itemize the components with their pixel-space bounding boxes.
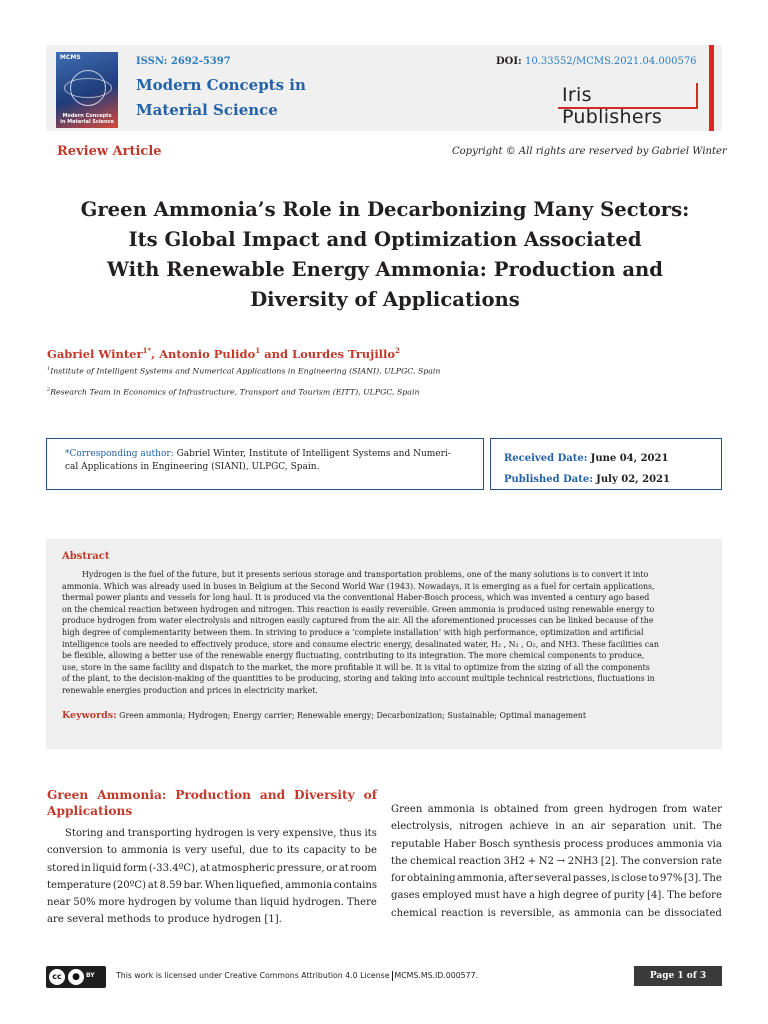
- body-word: can: [625, 907, 644, 919]
- body-word: ammonia: [427, 804, 475, 815]
- body-word: Haber: [443, 838, 476, 850]
- body-word: high: [537, 890, 561, 902]
- header-accent-bar: [709, 45, 714, 131]
- body-word: green: [573, 804, 604, 815]
- body-word: an: [571, 821, 585, 833]
- body-word: gases: [391, 890, 420, 902]
- body-word: in: [81, 862, 91, 874]
- corresponding-author-label: *Corresponding author:: [65, 449, 174, 459]
- body-word: reaction: [441, 907, 484, 919]
- body-word: 50%: [73, 897, 96, 909]
- section-heading-word: and: [259, 788, 286, 802]
- body-word: [2].: [600, 855, 619, 867]
- manuscript-id: MCMS.MS.ID.000577.: [394, 971, 479, 980]
- keywords: [62, 710, 586, 721]
- body-word: liquid: [260, 897, 290, 909]
- body-text-line: [47, 825, 377, 842]
- journal-cover-image: [56, 52, 118, 128]
- abstract-heading: Abstract: [62, 551, 110, 562]
- body-word: obtained: [493, 804, 539, 815]
- abstract-line: be flexible, allowing a better use of the renewable energy fluctuating, contributing to its integration. The more chemical components to produce,: [62, 651, 645, 661]
- keywords-list: Green ammonia; Hydrogen; Energy carrier; Renewable energy; Decarbonization; Sustainable; Optimal management: [119, 711, 586, 720]
- body-word: degree: [563, 890, 599, 902]
- body-word: →: [556, 855, 566, 867]
- body-word: as: [558, 907, 571, 919]
- body-word: in: [555, 821, 565, 833]
- body-text-line: [47, 842, 377, 859]
- abstract-line: produce hydrogen from water electrolysis and nitrogen easily captured from the air. All the aforementioned processes can be linked because of the: [62, 616, 654, 626]
- body-text-line: [391, 887, 722, 904]
- body-text-line: [391, 836, 722, 853]
- body-text-line: [391, 905, 722, 922]
- journal-name-line1: Modern Concepts in: [136, 76, 306, 94]
- body-word: 8.59: [159, 879, 182, 891]
- section-heading-word: Ammonia:: [97, 788, 167, 802]
- body-word: employed: [422, 890, 472, 902]
- body-word: volume: [194, 897, 232, 909]
- section-heading-word: Diversity: [294, 788, 355, 802]
- author-affiliation-mark: 1*: [142, 346, 152, 355]
- body-word: hydrogen: [608, 804, 658, 815]
- body-text-line: [391, 853, 722, 870]
- body-text-line: [391, 870, 722, 887]
- body-word: reversible,: [500, 907, 555, 919]
- body-word: hydrogen.: [292, 897, 344, 909]
- body-word: synthesis: [513, 838, 561, 850]
- creative-commons-badge[interactable]: [46, 966, 106, 988]
- body-word: at: [338, 862, 349, 874]
- attribution-person-icon: ●: [68, 969, 84, 985]
- doi-link[interactable]: 10.33552/MCMS.2021.04.000576: [524, 56, 697, 67]
- body-text-line: [391, 818, 722, 835]
- title-line: Green Ammonia’s Role in Decarbonizing Many Sectors:: [80, 198, 690, 221]
- author-affiliation-mark: 2: [395, 346, 400, 355]
- body-word: chemical: [391, 907, 437, 919]
- body-column-left: [47, 825, 377, 929]
- body-word: its: [286, 845, 300, 857]
- body-word: to: [106, 845, 117, 857]
- body-word: Green: [391, 804, 423, 815]
- body-word: process: [563, 838, 604, 850]
- body-word: liquid: [92, 862, 122, 874]
- body-column-right: [391, 801, 722, 922]
- abstract-body: [62, 569, 707, 697]
- author-name: Antonio Pulido: [159, 346, 256, 361]
- license-text: This work is licensed under Creative Commons Attribution 4.0 License: [116, 971, 390, 980]
- body-word: via: [706, 838, 722, 850]
- body-word: is: [172, 845, 181, 857]
- publisher-name: Iris Publishers: [562, 84, 663, 128]
- publisher-logo: [558, 81, 698, 128]
- body-word: a: [529, 890, 536, 902]
- body-word: separation: [611, 821, 666, 833]
- abstract-line: ammonia. Which was already used in buses in Belgium at the Second World War (1943). Nowadays, it is emerging as a fuel for certain applications,: [62, 581, 655, 591]
- corresponding-author-text: Gabriel Winter, Institute of Intelligent Systems and Numeri-: [176, 449, 451, 459]
- issn: ISSN: 2692-5397: [136, 56, 231, 67]
- body-word: to: [350, 845, 361, 857]
- body-word: N2: [538, 855, 555, 867]
- body-word: chemical: [410, 855, 456, 867]
- body-word: close: [621, 873, 648, 885]
- body-word: achieve: [509, 821, 549, 833]
- body-word: to: [272, 845, 283, 857]
- body-word: bar.: [183, 879, 204, 891]
- doi-label: DOI:: [496, 56, 522, 67]
- body-word: than: [234, 897, 258, 909]
- received-date: June 04, 2021: [590, 453, 669, 464]
- keywords-label: Keywords:: [62, 710, 117, 721]
- cover-title: Modern Concepts in Material Science: [60, 113, 114, 125]
- body-word: The: [702, 873, 722, 885]
- author-list: Gabriel Winter$^{1*}$, Antonio Pulido$^1$ and Lourdes Trujillo$^2$: [47, 346, 400, 361]
- body-word: reputable: [391, 838, 441, 850]
- body-word: Storing: [65, 828, 104, 839]
- abstract-line: of the plant, to the decision-making of the quantities to be producing, storing and taking into account multiple technical restrictions, fluctuations in: [62, 674, 655, 684]
- section-heading-word: Green: [47, 788, 89, 802]
- body-word: of: [601, 890, 612, 902]
- body-word: 3H2: [503, 855, 526, 867]
- body-text-line: [47, 860, 377, 877]
- affiliation-text: Research Team in Economics of Infrastructure, Transport and Tourism (EITT), ULPGC, Spain: [50, 387, 420, 397]
- body-word: for: [391, 873, 406, 885]
- body-word: due: [249, 845, 269, 857]
- body-word: ammonia: [285, 879, 333, 891]
- body-word: at: [199, 862, 210, 874]
- body-word: room: [350, 862, 377, 874]
- abstract-line: on the chemical reaction between hydrogen and nitrogen. This reaction is easily reversible. Green ammonia is produced using renewable energy to: [62, 604, 655, 614]
- body-word: very: [257, 828, 280, 839]
- body-word: expensive,: [282, 828, 337, 839]
- section-heading-word: of: [363, 788, 377, 802]
- body-word: before: [688, 890, 722, 902]
- dates-box: [490, 438, 722, 490]
- body-word: Bosch: [479, 838, 510, 850]
- author-affiliation-mark: 1: [255, 346, 261, 355]
- body-word: liquefied,: [235, 879, 284, 891]
- article-title: [40, 195, 730, 315]
- abstract-line: intelligence tools are needed to effectively produce, store and consume electric energy, desalinated water, H₂ , N₂ , O₂, and NH3. These facilities can: [62, 639, 659, 649]
- body-word: ammonia,: [456, 873, 508, 885]
- body-word: nitrogen: [459, 821, 503, 833]
- body-word: obtaining: [407, 873, 456, 885]
- body-word: The: [620, 855, 641, 867]
- body-word: or: [326, 862, 338, 874]
- body-word: purity: [613, 890, 645, 902]
- cover-atom-orbit: [64, 78, 112, 98]
- body-word: is: [246, 828, 255, 839]
- author-name: Lourdes Trujillo: [292, 346, 396, 361]
- body-word: ammonia: [656, 838, 704, 850]
- body-word: When: [204, 879, 235, 891]
- cc-icon: cc: [49, 969, 65, 985]
- body-word: near: [47, 897, 71, 909]
- body-word: is: [480, 804, 489, 815]
- corresponding-author-text: cal Applications in Engineering (SIANI), ULPGC, Spain.: [65, 462, 320, 472]
- cc-by-label: BY: [86, 972, 95, 979]
- body-word: +: [527, 855, 537, 867]
- body-word: must: [474, 890, 500, 902]
- body-word: produces: [606, 838, 654, 850]
- body-word: reaction: [458, 855, 501, 867]
- article-type: Review Article: [57, 144, 162, 159]
- affiliation: [47, 387, 419, 397]
- published-date-label: Published Date:: [504, 474, 593, 485]
- body-word: several: [534, 873, 572, 885]
- body-word: (-33.4ºC),: [148, 862, 199, 874]
- affiliation-mark: 1: [47, 366, 51, 372]
- body-word: conversion: [47, 845, 103, 857]
- body-word: from: [544, 804, 569, 815]
- page-number: Page 1 of 3: [634, 966, 722, 986]
- body-word: air: [590, 821, 605, 833]
- body-word: unit.: [672, 821, 697, 833]
- body-word: ammonia: [121, 845, 169, 857]
- body-word: after: [508, 873, 534, 885]
- body-word: very: [184, 845, 207, 857]
- body-word: stored: [47, 862, 80, 874]
- body-word: capacity: [303, 845, 347, 857]
- section-heading-line: Applications: [47, 804, 133, 818]
- body-word: conversion: [642, 855, 699, 867]
- body-word: transporting: [127, 828, 192, 839]
- body-word: 2NH3: [567, 855, 599, 867]
- body-word: at: [147, 879, 158, 891]
- received-date-label: Received Date:: [504, 453, 588, 464]
- license-notice: [116, 971, 478, 981]
- affiliation-text: Institute of Intelligent Systems and Numerical Applications in Engineering (SIANI), ULPGC, Spain: [50, 366, 441, 376]
- body-word: thus: [339, 828, 362, 839]
- body-word: be: [364, 845, 377, 857]
- corresponding-author-box: [46, 438, 484, 490]
- body-word: form: [123, 862, 148, 874]
- title-line: With Renewable Energy Ammonia: Production and: [106, 258, 663, 281]
- body-word: atmospheric: [211, 862, 275, 874]
- body-word: from: [662, 804, 688, 815]
- abstract-line: Hydrogen is the fuel of the future, but it presents serious storage and transportation problems, one of the many solutions is to convert it into: [82, 570, 649, 579]
- abstract-line: renewable energies production and prices in electricity market.: [62, 685, 318, 695]
- body-word: passes,: [572, 873, 610, 885]
- body-word: There: [346, 897, 377, 909]
- abstract-line: thermal power plants and vessels for long haul. It is produced via the conventional Haber-Bosch process, which was invented a century ago based: [62, 593, 650, 603]
- body-word: is: [487, 907, 496, 919]
- body-word: 97%: [660, 873, 683, 885]
- body-word: ammonia: [574, 907, 622, 919]
- title-line: Its Global Impact and Optimization Associated: [128, 228, 642, 251]
- body-word: The: [667, 890, 687, 902]
- abstract-line: high degree of complementarity between them. In striving to produce a ‘complete installation’ with high performance, optimization and artificial: [62, 627, 644, 637]
- body-text-line: [47, 877, 377, 894]
- body-text-line: are several methods to produce hydrogen [1].: [47, 914, 282, 926]
- body-word: its: [364, 828, 377, 839]
- body-word: contains: [333, 879, 377, 891]
- section-heading: [47, 787, 377, 819]
- author-name: Gabriel Winter: [47, 346, 143, 361]
- body-word: dissociated: [664, 907, 722, 919]
- affiliation-mark: 2: [47, 387, 51, 393]
- body-word: temperature: [47, 879, 112, 891]
- section-heading-word: Production: [175, 788, 251, 802]
- affiliation: [47, 366, 440, 376]
- doi: [496, 56, 697, 67]
- body-text-line: [391, 801, 722, 818]
- body-word: have: [502, 890, 527, 902]
- body-word: water: [692, 804, 722, 815]
- body-word: pressure,: [276, 862, 325, 874]
- copyright-notice: Copyright © All rights are reserved by Gabriel Winter: [452, 146, 727, 157]
- published-date: July 02, 2021: [596, 474, 670, 485]
- body-word: by: [179, 897, 192, 909]
- body-word: hydrogen: [194, 828, 244, 839]
- journal-name-line2: Material Science: [136, 101, 278, 119]
- body-word: useful,: [211, 845, 246, 857]
- body-word: is: [611, 873, 620, 885]
- body-word: electrolysis,: [391, 821, 453, 833]
- body-word: rate: [701, 855, 722, 867]
- body-word: the: [391, 855, 408, 867]
- title-line: Diversity of Applications: [250, 288, 520, 311]
- body-word: (20ºC): [112, 879, 147, 891]
- section-heading-line: [47, 787, 377, 803]
- body-word: [3].: [683, 873, 702, 885]
- body-word: The: [702, 821, 722, 833]
- body-text-line: [47, 894, 377, 911]
- license-divider: [392, 971, 393, 981]
- body-word: [4].: [647, 890, 665, 902]
- body-word: hydrogen: [127, 897, 177, 909]
- body-word: and: [105, 828, 125, 839]
- cover-badge: MCMS: [60, 54, 81, 61]
- abstract-line: use, store in the same facility and dispatch to the market, the more profitable it will be. It is vital to optimize from the sizing of all the components: [62, 662, 650, 672]
- body-word: be: [647, 907, 661, 919]
- body-word: to: [648, 873, 659, 885]
- body-word: more: [98, 897, 125, 909]
